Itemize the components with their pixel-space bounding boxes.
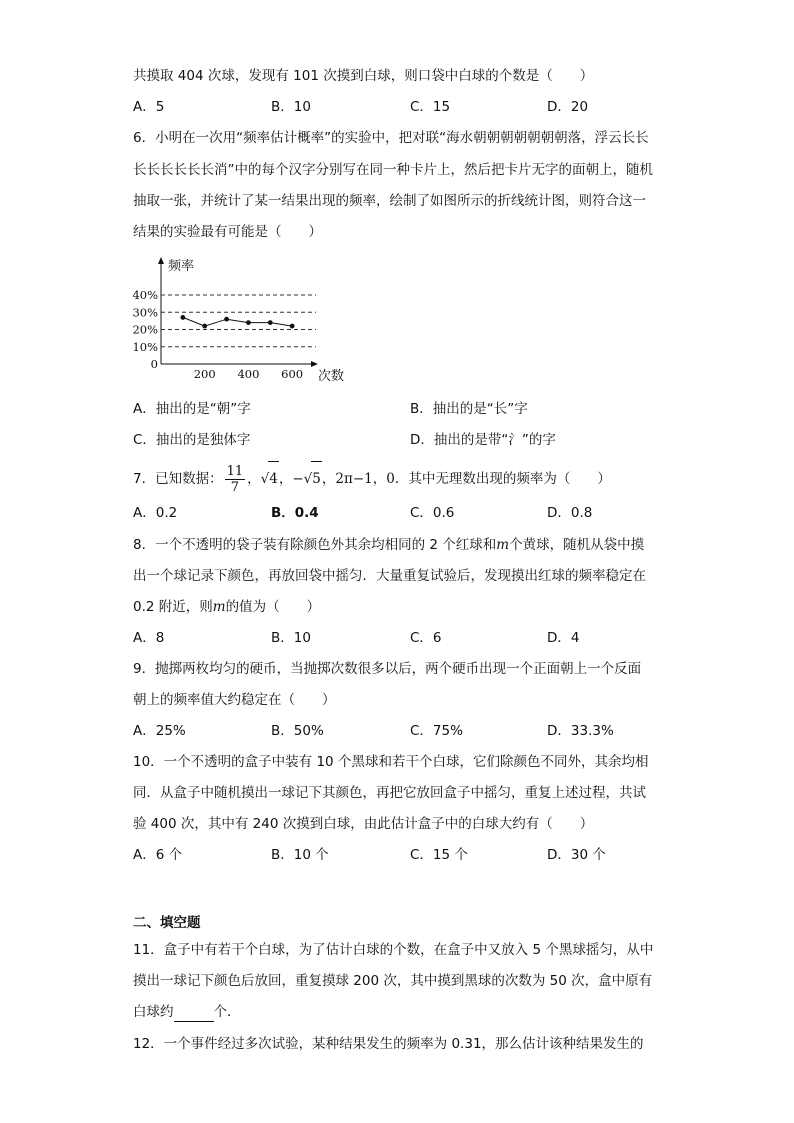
series-line: [180, 315, 294, 328]
q9-option-a[interactable]: A．25%: [133, 723, 186, 739]
y-tick-label: 20%: [132, 322, 158, 337]
x-axis-label: 次数: [318, 369, 345, 384]
q8-options: [133, 628, 693, 648]
q9-options: [133, 721, 693, 741]
q7-sep-1: ，: [247, 471, 261, 487]
y-tick-label: 10%: [132, 339, 158, 354]
q11-line3-b: 个．: [213, 1004, 241, 1020]
q7-options: [133, 503, 693, 523]
q8-line1-a: 8．一个不透明的袋子装有除颜色外其余均相同的 2 个红球和: [133, 537, 497, 553]
q9-stem-line-2: 朝上的频率值大约稳定在（ ）: [133, 692, 336, 708]
q8-stem-line-3: [133, 597, 320, 617]
y-tick-labels: [132, 288, 158, 371]
q8-option-c[interactable]: C．6: [410, 630, 442, 646]
q9-stem-line-1: 9．抛掷两枚均匀的硬币，当抛掷次数很多以后，两个硬币出现一个正面朝上一个反面: [133, 661, 642, 677]
q10-option-a[interactable]: A．6 个: [133, 847, 183, 863]
x-tick-label: 400: [237, 367, 260, 381]
q6-options-row-1: [133, 399, 693, 419]
q5-option-c[interactable]: C．15: [410, 99, 451, 115]
q6-option-b[interactable]: B．抽出的是“长”字: [410, 401, 528, 417]
x-tick-labels: [194, 367, 303, 381]
q10-options: [133, 845, 693, 865]
q7-option-a[interactable]: A．0.2: [133, 505, 178, 521]
data-point: [290, 324, 295, 329]
q11-line3-a: 白球约: [133, 1004, 174, 1020]
q10-stem-line-3: 验 400 次，其中有 240 次摸到白球，由此估计盒子中的白球大约有（ ）: [133, 816, 594, 832]
q9-option-b[interactable]: B．50%: [271, 723, 324, 739]
q5-option-b[interactable]: B．10: [271, 99, 311, 115]
q12-stem: 12．一个事件经过多次试验，某种结果发生的频率为 0.31，那么估计该种结果发生的: [133, 1036, 644, 1052]
data-point: [268, 320, 273, 325]
x-tick-label: 600: [281, 367, 304, 381]
q8-option-d[interactable]: D．4: [547, 630, 580, 646]
q7-sep-3: ，: [321, 471, 336, 487]
q7-option-b[interactable]: B．0.4: [271, 505, 319, 521]
q10-option-b[interactable]: B．10 个: [271, 847, 329, 863]
q10-option-c[interactable]: C．15 个: [410, 847, 468, 863]
q8-option-a[interactable]: A．8: [133, 630, 165, 646]
q7-fraction: [225, 464, 246, 495]
q6-options-row-2: [133, 430, 693, 450]
q10-option-d[interactable]: D．30 个: [547, 847, 606, 863]
y-tick-label: 0: [150, 357, 158, 371]
q5-option-a[interactable]: A．5: [133, 99, 165, 115]
x-tick-label: 200: [193, 367, 216, 381]
data-point: [246, 320, 251, 325]
q7-fraction-numerator: 11: [226, 463, 244, 479]
series-polyline: [183, 317, 292, 326]
q7-option-c[interactable]: C．0.6: [410, 505, 455, 521]
data-point: [180, 315, 185, 320]
q7-stem: [133, 461, 611, 496]
q6-option-d[interactable]: D．抽出的是带“氵”的字: [410, 432, 556, 448]
q5-stem: 共摸取 404 次球，发现有 101 次摸到白球，则口袋中白球的个数是（ ）: [133, 68, 594, 84]
q9-option-d[interactable]: D．33.3%: [547, 723, 614, 739]
section-title-fill-in: 二、填空题: [133, 915, 201, 931]
y-tick-label: 30%: [132, 305, 158, 320]
q7-fraction-denominator: 7: [230, 479, 239, 495]
y-axis-label: 频率: [168, 259, 195, 274]
q11-answer-blank[interactable]: [174, 1007, 214, 1022]
q8-var-m-2: m: [212, 599, 226, 615]
q6-stem-line-3: 抽取一张，并统计了某一结果出现的频率，绘制了如图所示的折线统计图，则符合这一: [133, 193, 646, 209]
y-tick-label: 40%: [132, 288, 158, 302]
q8-var-m: m: [496, 537, 510, 553]
q6-stem-line-4: 结果的实验最有可能是（ ）: [133, 224, 322, 240]
q8-line3-b: 的值为（ ）: [225, 599, 321, 615]
q7-zero: 0: [386, 471, 395, 487]
q7-suffix: ．其中无理数出现的频率为（ ）: [394, 471, 611, 487]
q8-stem-line-1: [133, 535, 644, 555]
y-axis-arrow: [158, 257, 164, 264]
data-point: [224, 317, 229, 322]
q6-option-a[interactable]: A．抽出的是“朝”字: [133, 401, 251, 417]
q9-option-c[interactable]: C．75%: [410, 723, 463, 739]
frequency-line-chart: [128, 254, 358, 386]
q6-stem-line-1: 6．小明在一次用“频率估计概率”的实验中，把对联“海水朝朝朝朝朝朝朝落，浮云长长: [133, 130, 649, 146]
q11-stem-line-3: [133, 1002, 241, 1022]
q7-sqrt4-symbol: √: [260, 471, 270, 487]
q8-line1-b: 个黄球，随机从袋中摸: [509, 537, 645, 553]
q7-sep-4: ，: [372, 471, 387, 487]
q6-option-c[interactable]: C．抽出的是独体字: [133, 432, 251, 448]
q7-sep-2: ，: [278, 471, 293, 487]
q7-neg-sqrt5-arg: 5: [311, 461, 322, 496]
q8-option-b[interactable]: B．10: [271, 630, 311, 646]
q8-stem-line-2: 出一个球记录下颜色，再放回袋中摇匀．大量重复试验后，发现摸出红球的频率稳定在: [133, 568, 646, 584]
q7-prefix: 7．已知数据：: [133, 471, 223, 487]
q10-stem-line-1: 10．一个不透明的盒子中装有 10 个黑球和若干个白球，它们除颜色不同外，其余均相: [133, 754, 649, 770]
x-axis-arrow: [311, 361, 318, 367]
q6-stem-line-2: 长长长长长长消”中的每个汉字分别写在同一种卡片上，然后把卡片无字的面朝上，随机: [133, 162, 653, 178]
q7-neg-sqrt5-symbol: −√: [292, 471, 313, 487]
q11-stem-line-2: 摸出一球记下颜色后放回，重复摸球 200 次，其中摸到黑球的次数为 50 次，盒中原有: [133, 973, 653, 989]
q7-pi-term: 2π−1: [335, 471, 373, 487]
q7-option-d[interactable]: D．0.8: [547, 505, 593, 521]
data-point: [202, 324, 207, 329]
q8-line3-a: 0.2 附近，则: [133, 599, 213, 615]
q7-sqrt4-arg: 4: [268, 461, 279, 496]
q11-stem-line-1: 11．盒子中有若干个白球，为了估计白球的个数，在盒子中又放入 5 个黑球摇匀，从中: [133, 942, 654, 958]
q5-option-d[interactable]: D．20: [547, 99, 589, 115]
q5-options: [133, 97, 693, 117]
q10-stem-line-2: 同．从盒子中随机摸出一球记下其颜色，再把它放回盒子中摇匀，重复上述过程，共试: [133, 785, 646, 801]
